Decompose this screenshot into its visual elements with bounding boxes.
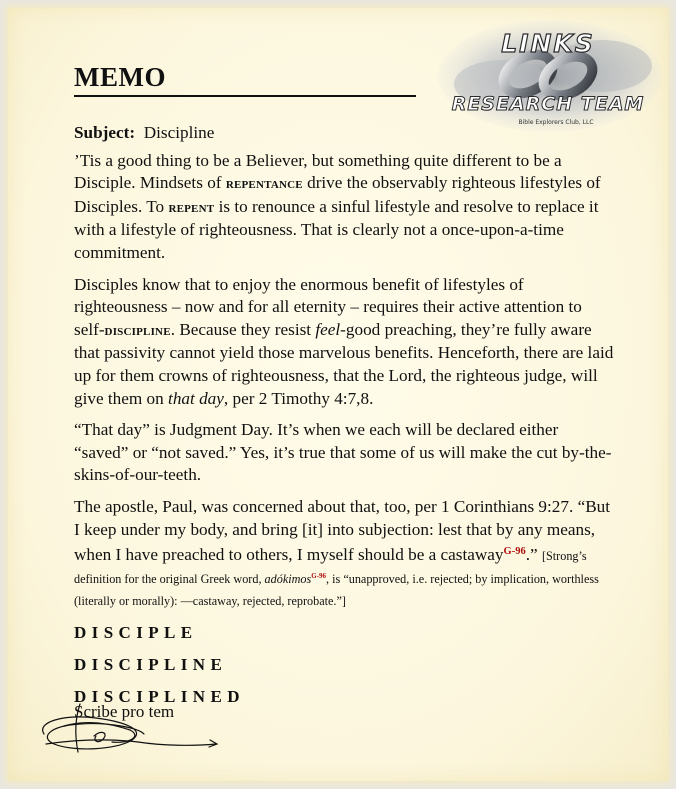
logo-line1: LINKS [501,29,595,58]
text-span: -good preaching, they’re fully aware that passivity cannot yield those marvelous benefits. Henceforth, there are laid up for them crowns of righteousness, that the Lord, the righteous judge, will give them on [74,319,614,408]
keyword-discipline: discipline [104,321,171,339]
paragraph-judgment-day: “That day” is Judgment Day. It’s when we each will be declared either “saved” or “not saved.” Yes, it’s true that some of us will make the cut by-the-skins-of-our-teeth. [74,420,612,485]
word-disciplined: DISCIPLINED [74,686,245,706]
strongs-reference: G-96 [503,546,526,558]
keyword-repent: repent [168,198,215,216]
word-discipline: DISCIPLINE [74,654,228,674]
emphasis-that-day: that day [168,388,224,408]
logo-caption: Bible Explorers Club, LLC [518,119,594,126]
paragraph-castaway [74,496,614,612]
text-span: . Because they resist [170,319,316,339]
text-span: drive the observably righteous lifestyles of Disciples. To [74,173,601,216]
greek-word: adókimos [264,571,312,586]
word-list [74,621,614,708]
subject-label: Subject: [74,123,136,142]
paragraph-discipline [74,274,614,411]
signoff: Scribe pro tem [74,702,175,721]
subject-line [74,122,614,145]
paragraph-repentance [74,150,614,265]
links-research-team-logo [432,14,664,134]
text-span: ’Tis a good thing to be a Believer, but something quite different to be a Disciple. Mindsets of [74,150,562,193]
text-span: is to renounce a sinful lifestyle and resolve to replace it with a lifestyle of righteousness. That is clearly not a once-upon-a-time commitment. [74,196,599,262]
emphasis-feel: feel [315,319,341,339]
strongs-reference-small: G-96 [311,571,327,580]
text-span: , is “unapproved, i.e. rejected; by implication, worthless (literally or morally): —castaway, rejected, reprobate.”] [74,571,599,609]
logo-line2: RESEARCH TEAM [451,93,645,115]
text-span: Disciples know that to enjoy the enormous benefit of lifestyles of righteousness – now and for all eternity – requires their active attention to self- [74,274,582,339]
subject-value: Discipline [143,123,215,142]
text-span: The apostle, Paul, was concerned about that, too, per 1 Corinthians 9:27. “But I keep under my body, and bring [it] into subjection: lest that by any means, when I have preached to others, I myself should be a castaway [74,496,611,565]
text-span: .” [525,545,542,565]
word-disciple: DISCIPLE [74,622,198,642]
handwritten-signature [34,696,224,758]
memo-body [74,122,614,717]
memo-title: MEMO [74,62,416,97]
text-span: , per 2 Timothy 4:7,8. [223,388,374,408]
text-span: [Strong’s definition for the original Greek word, [74,549,587,586]
keyword-repentance: repentance [225,175,303,193]
